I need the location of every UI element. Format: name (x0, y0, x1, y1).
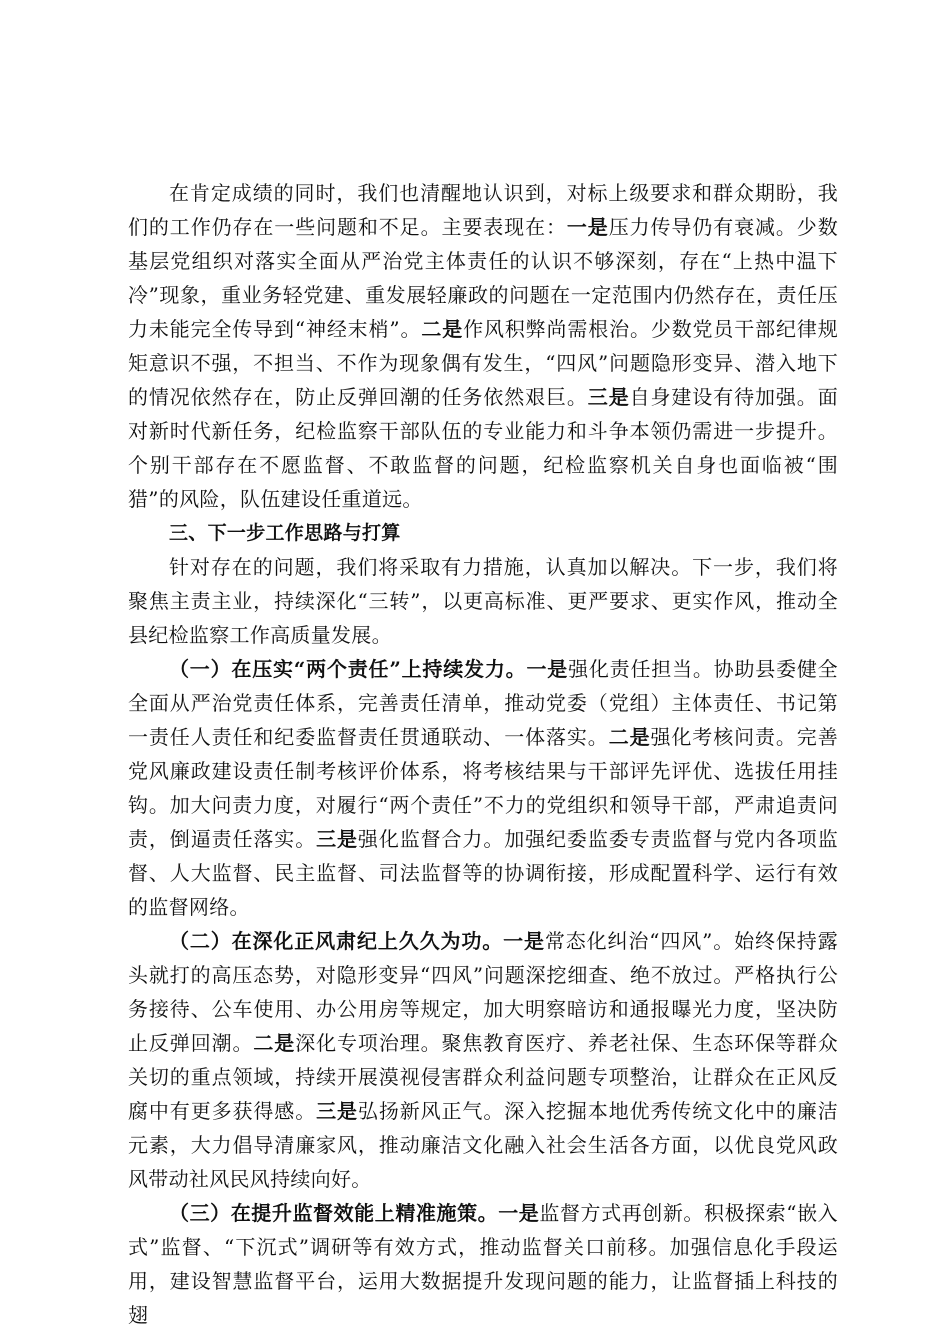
paragraph-intro: 针对存在的问题，我们将采取有力措施，认真加以解决。下一步，我们将聚焦主责主业，持续深化“三转”，以更高标准、更严要求、更实作风，推动全县纪检监察工作高质量发展。 (128, 555, 838, 647)
keyword-second: 二是 (421, 317, 464, 341)
paragraph-text: 弘扬新风正气。深入挖掘本地优秀传统文化中的廉洁元素，大力倡导清廉家风，推动廉洁文化融入社会生活各方面，以优良党风政风带动社风民风持续向好。 (128, 1099, 839, 1191)
section-heading-next-steps: 三、下一步工作思路与打算 (169, 522, 401, 544)
paragraph-text: 强化考核问责。完善党风廉政建设责任制考核评价体系，将考核结果与干部评先评优、选拔任用挂钩。加大问责力度，对履行“两个责任”不力的党组织和领导干部，严肃追责问责，倒逼责任落实。 (128, 725, 838, 851)
subsection-lead-2: （二）在深化正风肃纪上久久为功。 (169, 929, 504, 953)
paragraph-text: 作风积弊尚需根治。少数党员干部纪律规矩意识不强，不担当、不作为现象偶有发生，“四风”问题隐形变异、潜入地下的情况依然存在，防止反弹回潮的任务依然艰巨。 (128, 317, 839, 409)
paragraph-problems (128, 176, 838, 516)
keyword-third: 三是 (316, 827, 358, 851)
keyword-second: 二是 (253, 1031, 296, 1055)
paragraph-text: 深化专项治理。聚焦教育医疗、养老社保、生态环保等群众关切的重点领域，持续开展漠视侵害群众利益问题专项整治，让群众在正风反腐中有更多获得感。 (128, 1031, 838, 1123)
paragraph-text: 强化监督合力。加强纪委监委专责监督与党内各项监督、人大监督、民主监督、司法监督等的协调衔接，形成配置科学、运行有效的监督网络。 (128, 827, 839, 919)
keyword-first: 一是 (566, 215, 609, 239)
paragraph-text: 在肯定成绩的同时，我们也清醒地认识到，对标上级要求和群众期盼，我们的工作仍存在一些问题和不足。主要表现在： (128, 181, 838, 239)
keyword-first: 一是 (498, 1201, 540, 1225)
document-body (128, 176, 838, 1332)
paragraph-section-1 (128, 652, 838, 924)
paragraph-text: 强化责任担当。协助县委健全全面从严治党责任体系，完善责任清单，推动党委（党组）主体责任、书记第一责任人责任和纪委监督责任贯通联动、一体落实。 (128, 657, 838, 749)
paragraph-text: 常态化纠治“四风”。始终保持露头就打的高压态势，对隐形变异“四风”问题深挖细查、绝不放过。严格执行公务接待、公车使用、办公用房等规定，加大明察暗访和通报曝光力度，坚决防止反弹回潮。 (128, 929, 838, 1055)
keyword-second: 二是 (608, 725, 651, 749)
paragraph-section-2 (128, 924, 838, 1196)
keyword-third: 三是 (316, 1099, 358, 1123)
subsection-lead-3: （三）在提升监督效能上精准施策。 (169, 1201, 499, 1225)
keyword-third: 三是 (587, 385, 630, 409)
paragraph-text: 压力传导仍有衰减。少数基层党组织对落实全面从严治党主体责任的认识不够深刻，存在“上热中温下冷”现象，重业务轻党建、重发展轻廉政的问题在一定范围内仍然存在，责任压力未能完全传导到“神经末梢”。 (128, 215, 838, 341)
keyword-first: 一是 (503, 929, 545, 953)
paragraph-section-3 (128, 1196, 838, 1332)
paragraph-text: 自身建设有待加强。面对新时代新任务，纪检监察干部队伍的专业能力和斗争本领仍需进一步提升。个别干部存在不愿监督、不敢监督的问题，纪检监察机关自身也面临被“围猎”的风险，队伍建设任重道远。 (128, 385, 839, 511)
subsection-lead-1: （一）在压实“两个责任”上持续发力。 (169, 657, 527, 681)
paragraph-text: 监督方式再创新。积极探索“嵌入式”监督、“下沉式”调研等有效方式，推动监督关口前移。加强信息化手段运用，建设智慧监督平台，运用大数据提升发现问题的能力，让监督插上科技的翅 (128, 1201, 838, 1327)
keyword-first: 一是 (526, 657, 569, 681)
